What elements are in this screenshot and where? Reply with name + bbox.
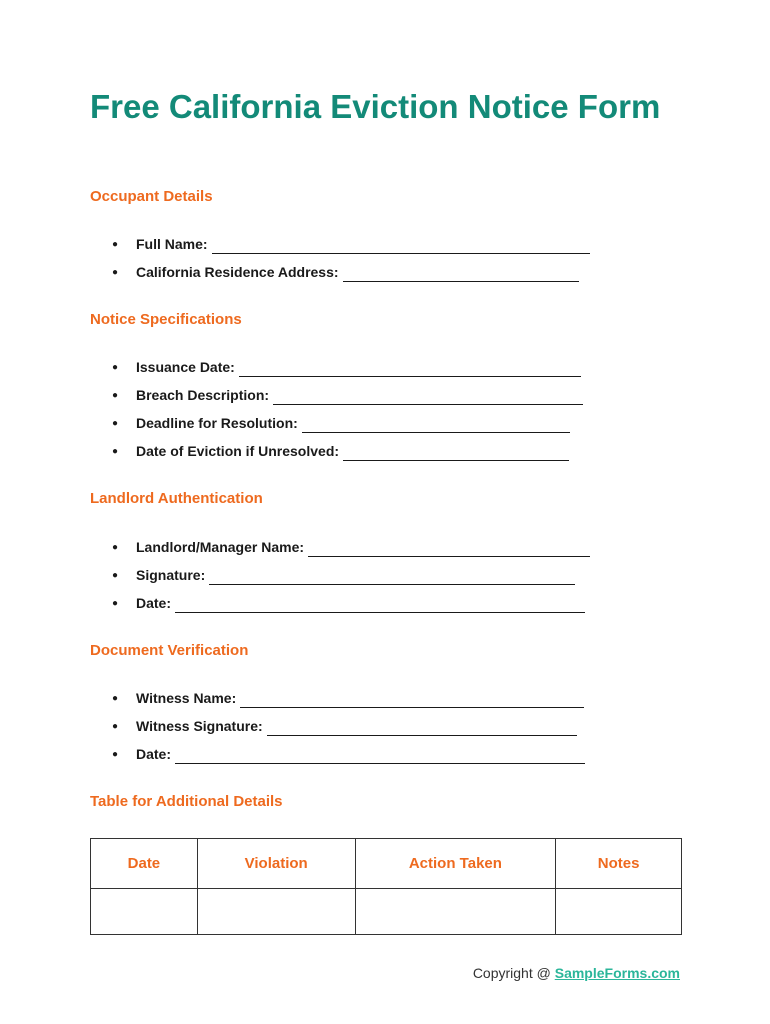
bullet-icon: ● [112, 361, 119, 373]
section-heading-occupant-details: Occupant Details [90, 188, 213, 205]
field-label: Witness Signature: [136, 718, 263, 734]
field-label: Full Name: [136, 236, 208, 252]
field-california-residence-address [112, 258, 590, 286]
copyright-footer [473, 965, 680, 981]
field-date-of-eviction [112, 437, 583, 465]
witness-signature-input-line[interactable] [267, 721, 577, 736]
table-header-violation: Violation [197, 839, 355, 889]
field-full-name [112, 230, 590, 258]
residence-address-input-line[interactable] [343, 267, 579, 282]
field-witness-signature [112, 712, 585, 740]
field-label: Landlord/Manager Name: [136, 539, 305, 555]
section-heading-table-additional-details: Table for Additional Details [90, 793, 283, 810]
witness-name-input-line[interactable] [240, 693, 584, 708]
field-breach-description [112, 381, 583, 409]
deadline-input-line[interactable] [302, 418, 570, 433]
additional-details-table [90, 838, 682, 935]
field-label: Deadline for Resolution: [136, 415, 298, 431]
bullet-icon: ● [112, 692, 119, 704]
field-witness-name [112, 684, 585, 712]
bullet-icon: ● [112, 266, 119, 278]
bullet-icon: ● [112, 748, 119, 760]
field-date [112, 589, 590, 617]
bullet-icon: ● [112, 569, 119, 581]
field-date [112, 740, 585, 768]
table-cell-violation[interactable] [197, 889, 355, 935]
bullet-icon: ● [112, 417, 119, 429]
bullet-icon: ● [112, 720, 119, 732]
table-cell-action-taken[interactable] [355, 889, 556, 935]
field-signature [112, 561, 590, 589]
signature-input-line[interactable] [209, 570, 575, 585]
field-label: Date: [136, 595, 172, 611]
field-label: Signature: [136, 567, 206, 583]
table-header-row [91, 839, 682, 889]
field-label: California Residence Address: [136, 264, 339, 280]
section-heading-document-verification: Document Verification [90, 642, 249, 659]
sampleforms-link[interactable]: SampleForms.com [554, 965, 680, 981]
document-verification-list [112, 684, 585, 768]
landlord-date-input-line[interactable] [175, 598, 585, 613]
table-header-date: Date [91, 839, 198, 889]
bullet-icon: ● [112, 238, 119, 250]
field-landlord-manager-name [112, 533, 590, 561]
field-label: Date of Eviction if Unresolved: [136, 443, 340, 459]
eviction-date-input-line[interactable] [343, 446, 569, 461]
field-label: Witness Name: [136, 690, 237, 706]
issuance-date-input-line[interactable] [239, 362, 581, 377]
copyright-text: Copyright @ [472, 965, 555, 981]
bullet-icon: ● [112, 389, 119, 401]
section-heading-notice-specifications: Notice Specifications [90, 311, 242, 328]
landlord-name-input-line[interactable] [308, 542, 590, 557]
landlord-authentication-list [112, 533, 590, 617]
table-cell-date[interactable] [91, 889, 198, 935]
witness-date-input-line[interactable] [175, 749, 585, 764]
notice-specifications-list [112, 353, 583, 465]
page-title: Free California Eviction Notice Form [90, 88, 661, 125]
field-label: Breach Description: [136, 387, 270, 403]
field-label: Date: [136, 746, 172, 762]
field-deadline-for-resolution [112, 409, 583, 437]
bullet-icon: ● [112, 445, 119, 457]
occupant-details-list [112, 230, 590, 286]
table-header-action-taken: Action Taken [355, 839, 556, 889]
table-header-notes: Notes [556, 839, 682, 889]
table-row [91, 889, 682, 935]
full-name-input-line[interactable] [212, 239, 590, 254]
breach-description-input-line[interactable] [273, 390, 583, 405]
field-label: Issuance Date: [136, 359, 235, 375]
bullet-icon: ● [112, 597, 119, 609]
bullet-icon: ● [112, 541, 119, 553]
section-heading-landlord-authentication: Landlord Authentication [90, 490, 263, 507]
table-cell-notes[interactable] [556, 889, 682, 935]
field-issuance-date [112, 353, 583, 381]
